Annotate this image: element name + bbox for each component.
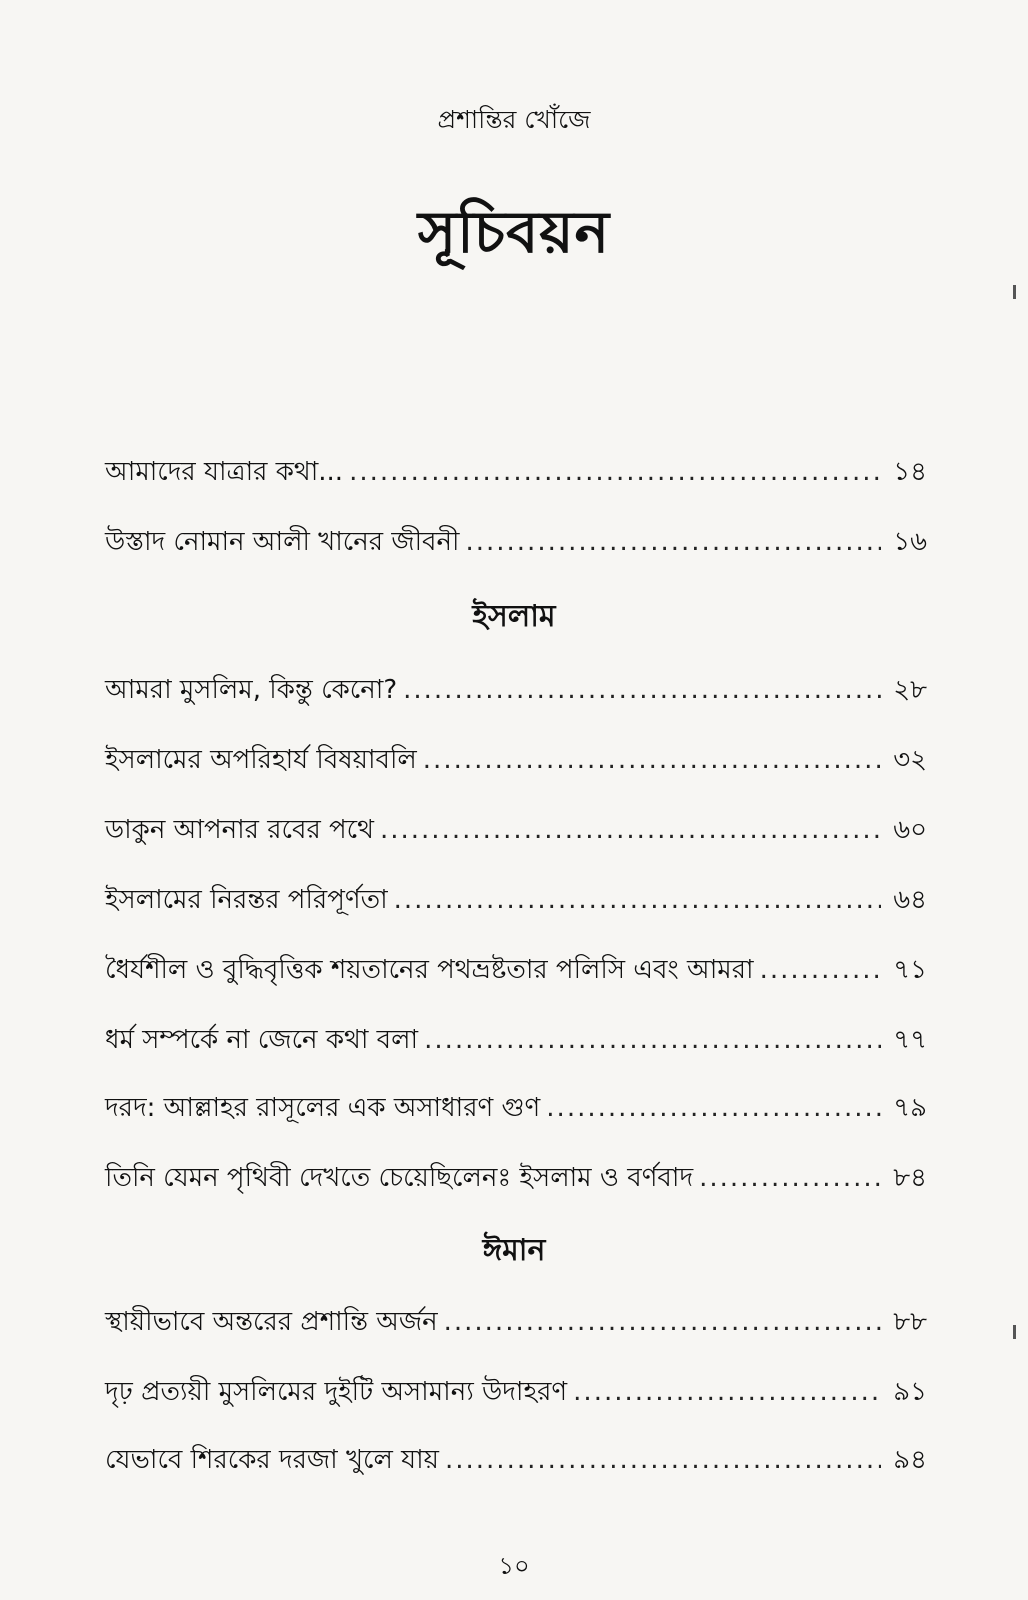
toc-entry-page: ৬৪ (893, 885, 927, 915)
toc-entry (105, 670, 927, 710)
toc-entry-title: যেভাবে শিরকের দরজা খুলে যায় (105, 1445, 439, 1475)
toc-entry-title: দৃঢ় প্রত্যয়ী মুসলিমের দুইটি অসামান্য উদাহরণ (105, 1377, 568, 1407)
toc-entry-page: ৮৮ (893, 1307, 927, 1337)
toc-entry (105, 1302, 927, 1342)
dot-leader (403, 670, 881, 710)
toc-entry-page: ৩২ (893, 745, 927, 775)
toc-entry-title: ধর্ম সম্পর্কে না জেনে কথা বলা (105, 1025, 419, 1055)
dot-leader (573, 1372, 881, 1412)
toc-entry-page: ২৮ (893, 675, 927, 705)
section-heading: ঈমান (482, 1233, 546, 1268)
toc-entry (105, 522, 927, 562)
toc-entry-page: ৯৪ (893, 1445, 927, 1475)
dot-leader (546, 1088, 881, 1128)
toc-entry (105, 810, 927, 850)
toc-entry-page: ৭৯ (893, 1093, 927, 1123)
dot-leader (760, 950, 881, 990)
dot-leader (424, 1020, 881, 1060)
toc-entry-title: স্থায়ীভাবে অন্তরের প্রশান্তি অর্জন (105, 1307, 438, 1337)
toc-entry (105, 1020, 927, 1060)
toc-entry-page: ৯১ (893, 1377, 927, 1407)
toc-entry-page: ৭১ (893, 955, 927, 985)
page-title: সূচিবয়ন (417, 198, 611, 266)
section-heading: ইসলাম (472, 599, 556, 634)
toc-entry-title: উস্তাদ নোমান আলী খানের জীবনী (105, 527, 460, 557)
toc-entry-page: ৬০ (893, 815, 927, 845)
dot-leader (699, 1158, 881, 1198)
toc-entry-page: ১৬ (893, 527, 927, 557)
toc-entry-page: ৭৭ (893, 1025, 927, 1055)
toc-entry (105, 1372, 927, 1412)
toc-entry-title: আমাদের যাত্রার কথা... (105, 457, 344, 487)
toc-entry (105, 452, 927, 492)
dot-leader (445, 1440, 881, 1480)
dot-leader (349, 452, 881, 492)
toc-entry-page: ৮৪ (893, 1163, 927, 1193)
page-number: ১০ (498, 1552, 530, 1580)
toc-entry-title: ধৈর্যশীল ও বুদ্ধিবৃত্তিক শয়তানের পথভ্রষ্টতার পলিসি এবং আমরা (105, 955, 754, 985)
page-edge-mark (1013, 1325, 1016, 1339)
toc-entry (105, 880, 927, 920)
dot-leader (444, 1302, 881, 1342)
toc-entry (105, 950, 927, 990)
dot-leader (465, 522, 881, 562)
toc-entry-title: ডাকুন আপনার রবের পথে (105, 815, 374, 845)
toc-entry (105, 740, 927, 780)
page-edge-mark (1013, 285, 1016, 299)
dot-leader (394, 880, 881, 920)
toc-entry (105, 1158, 927, 1198)
dot-leader (380, 810, 881, 850)
toc-entry-title: আমরা মুসলিম, কিন্তু কেনো? (105, 675, 398, 705)
toc-entry-title: ইসলামের নিরন্তর পরিপূর্ণতা (105, 885, 388, 915)
running-header: প্রশান্তির খোঁজে (437, 105, 591, 134)
toc-entry-title: তিনি যেমন পৃথিবী দেখতে চেয়েছিলেনঃ ইসলাম ও বর্ণবাদ (105, 1163, 694, 1193)
toc-entry-page: ১৪ (893, 457, 927, 487)
toc-entry (105, 1440, 927, 1480)
toc-entry-title: ইসলামের অপরিহার্য বিষয়াবলি (105, 745, 417, 775)
toc-entry (105, 1088, 927, 1128)
toc-entry-title: দরদ: আল্লাহর রাসূলের এক অসাধারণ গুণ (105, 1093, 541, 1123)
dot-leader (423, 740, 881, 780)
